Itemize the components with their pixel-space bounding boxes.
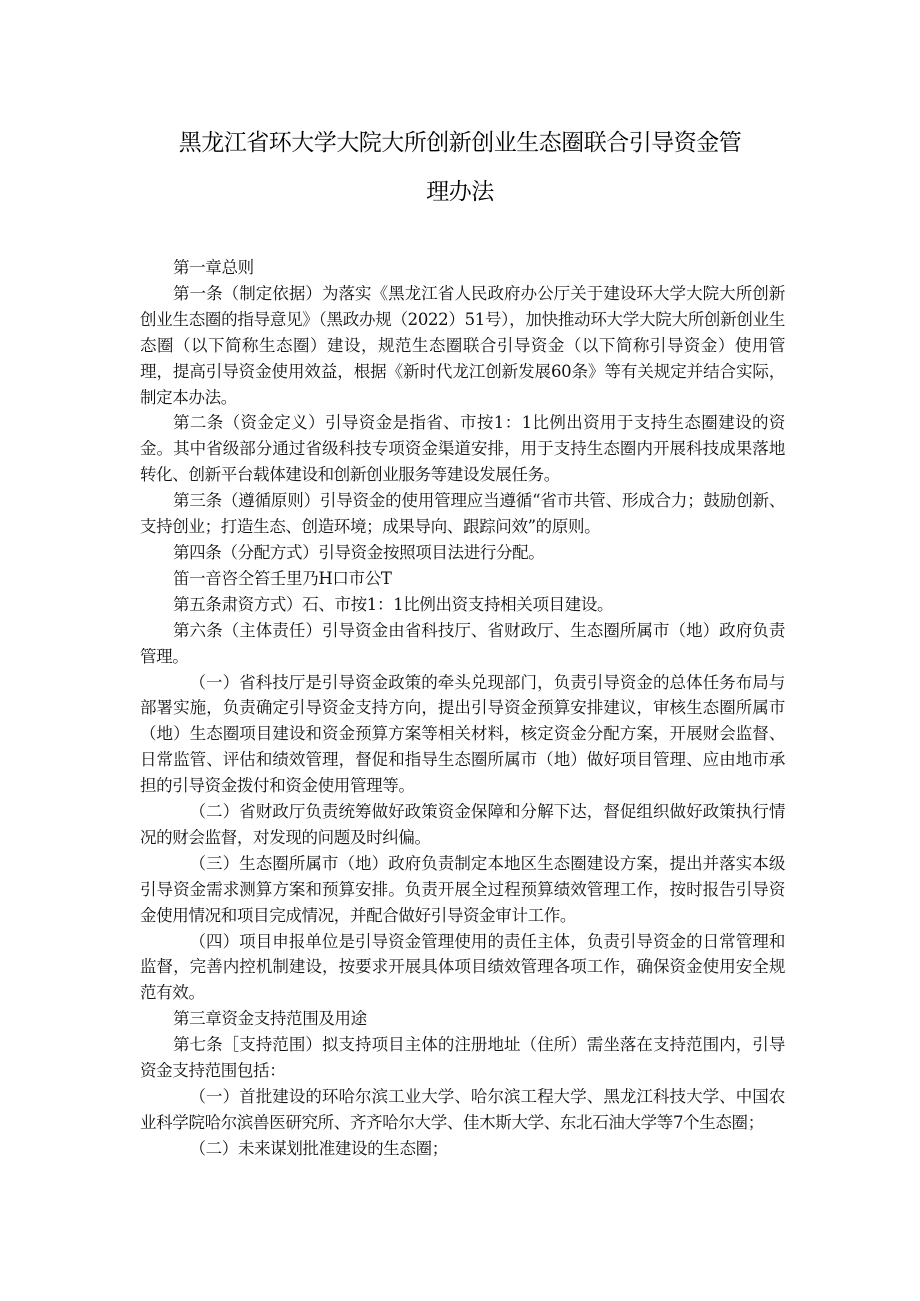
document-body — [140, 255, 785, 1162]
document-title-line-2: 理办法 — [426, 179, 494, 205]
list-item-paragraph: （一）省科技厅是引导资金政策的牵头兑现部门，负责引导资金的总体任务布局与部署实施，负责确定引导资金支持方向，提出引导资金预算安排建议，审核生态圈所属市（地）生态圈项目建设和资金预算方案等相关材料，核定资金分配方案，开展财会监督、日常监管、评估和绩效管理，督促和指导生态圈所属市（地）做好项目管理、应由地市承担的引导资金拨付和资金使用管理等。 — [140, 672, 785, 796]
chapter-heading: 第一章总则 — [173, 258, 254, 277]
article-paragraph: 第四条（分配方式）引导资金按照项目法进行分配。 — [173, 542, 545, 562]
list-item-paragraph: （三）生态圈所属市（地）政府负责制定本地区生态圈建设方案，提出并落实本级引导资金需求测算方案和预算安排。负责开展全过程预算绩效管理工作，按时报告引导资金使用情况和项目完成情况，并配合做好引导资金审计工作。 — [140, 853, 785, 925]
chapter-heading: 第三章资金支持范围及用途 — [173, 1009, 367, 1029]
article-paragraph: 第六条（主体责任）引导资金由省科技厅、省财政厅、生态圈所属市（地）政府负责管理。 — [140, 620, 785, 666]
list-item-paragraph: （二）未来谋划批准建设的生态圈； — [189, 1138, 448, 1158]
list-item-paragraph: （二）省财政厅负责统筹做好政策资金保障和分解下达，督促组织做好政策执行情况的财会监督，对发现的问题及时纠偏。 — [140, 802, 785, 847]
list-item-paragraph: （四）项目申报单位是引导资金管理使用的责任主体，负责引导资金的日常管理和监督，完善内控机制建设，按要求开展具体项目绩效管理各项工作，确保资金使用安全规范有效。 — [140, 931, 785, 1003]
chapter-heading: 笛一音咨仝笞壬里乃H口市公T — [173, 568, 392, 588]
article-paragraph: 第七条［支持范围）拟支持项目主体的注册地址（住所）需坐落在支持范围内，引导资金支持范围包括： — [140, 1035, 785, 1081]
article-paragraph: 第三条（遵循原则）引导资金的使用管理应当遵循“省市共管、形成合力；鼓励创新、支持创业；打造生态、创造环境；成果导向、跟踪问效”的原则。 — [140, 491, 785, 537]
document-title-line-1: 黑龙江省环大学大院大所创新创业生态圈联合引导资金管 — [178, 130, 742, 156]
article-paragraph: 第五条肃资方式）石、市按1：1比例出资支持相关项目建设。 — [173, 594, 614, 614]
list-item-paragraph: （一）首批建设的环哈尔滨工业大学、哈尔滨工程大学、黑龙江科技大学、中国农业科学院哈尔滨兽医研究所、齐齐哈尔大学、佳木斯大学、东北石油大学等7个生态圈； — [140, 1087, 785, 1132]
article-paragraph: 第一条（制定依据）为落实《黑龙江省人民政府办公厅关于建设环大学大院大所创新创业生态圈的指导意见》（黑政办规（2022）51号），加快推动环大学大院大所创新创业生态圈（以下简称生态圈）建设，规范生态圈联合引导资金（以下简称引导资金）使用管理，提高引导资金使用效益，根据《新时代龙江创新发展60条》等有关规定并结合实际，制定本办法。 — [140, 283, 785, 407]
article-paragraph: 第二条（资金定义）引导资金是指省、市按1：1比例出资用于支持生态圈建设的资金。其中省级部分通过省级科技专项资金渠道安排，用于支持生态圈内开展科技成果落地转化、创新平台载体建设和创新创业服务等建设发展任务。 — [140, 413, 785, 485]
